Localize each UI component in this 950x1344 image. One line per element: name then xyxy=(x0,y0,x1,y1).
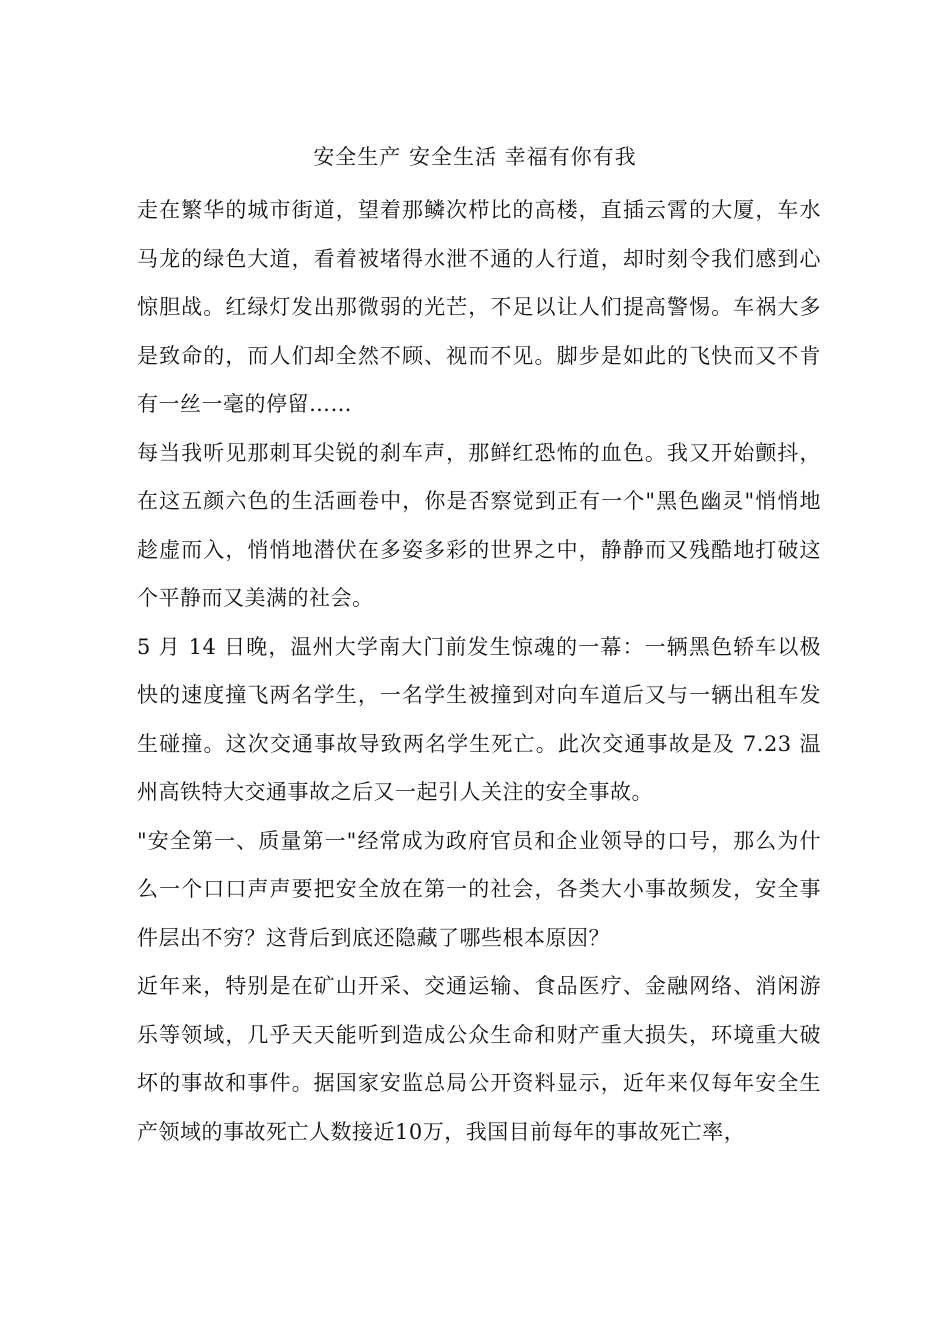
document-title: 安全生产 安全生活 幸福有你有我 xyxy=(313,145,637,169)
paragraph-2: 每当我听见那刺耳尖锐的刹车声，那鲜红恐怖的血色。我又开始颤抖，在这五颜六色的生活画卷中，你是否察觉到正有一个"黑色幽灵"悄悄地趁虚而入，悄悄地潜伏在多姿多彩的世界之中，静静而又残酷地打破这个平静而又美满的社会。 xyxy=(137,440,821,610)
paragraph-1: 走在繁华的城市街道，望着那鳞次栉比的高楼，直插云霄的大厦，车水马龙的绿色大道，看着被堵得水泄不通的人行道，却时刻令我们感到心惊胆战。红绿灯发出那微弱的光芒，不足以让人们提高警惕。车祸大多是致命的，而人们却全然不顾、视而不见。脚步是如此的飞快而又不肯有一丝一毫的停留…… xyxy=(137,198,821,416)
paragraph-4: "安全第一、质量第一"经常成为政府官员和企业领导的口号，那么为什么一个口口声声要把安全放在第一的社会，各类大小事故频发，安全事件层出不穷？这背后到底还隐藏了哪些根本原因？ xyxy=(137,828,821,950)
document-body xyxy=(137,186,821,1156)
paragraph-3: 5 月 14 日晚，温州大学南大门前发生惊魂的一幕：一辆黑色轿车以极快的速度撞飞两名学生，一名学生被撞到对向车道后又与一辆出租车发生碰撞。这次交通事故导致两名学生死亡。此次交通事故是及 7.23 温州高铁特大交通事故之后又一起引人关注的安全事故。 xyxy=(137,634,821,804)
paragraph-5: 近年来，特别是在矿山开采、交通运输、食品医疗、金融网络、消闲游乐等领域，几乎天天能听到造成公众生命和财产重大损失，环境重大破坏的事故和事件。据国家安监总局公开资料显示，近年来仅每年安全生产领域的事故死亡人数接近10万，我国目前每年的事故死亡率， xyxy=(137,974,821,1144)
